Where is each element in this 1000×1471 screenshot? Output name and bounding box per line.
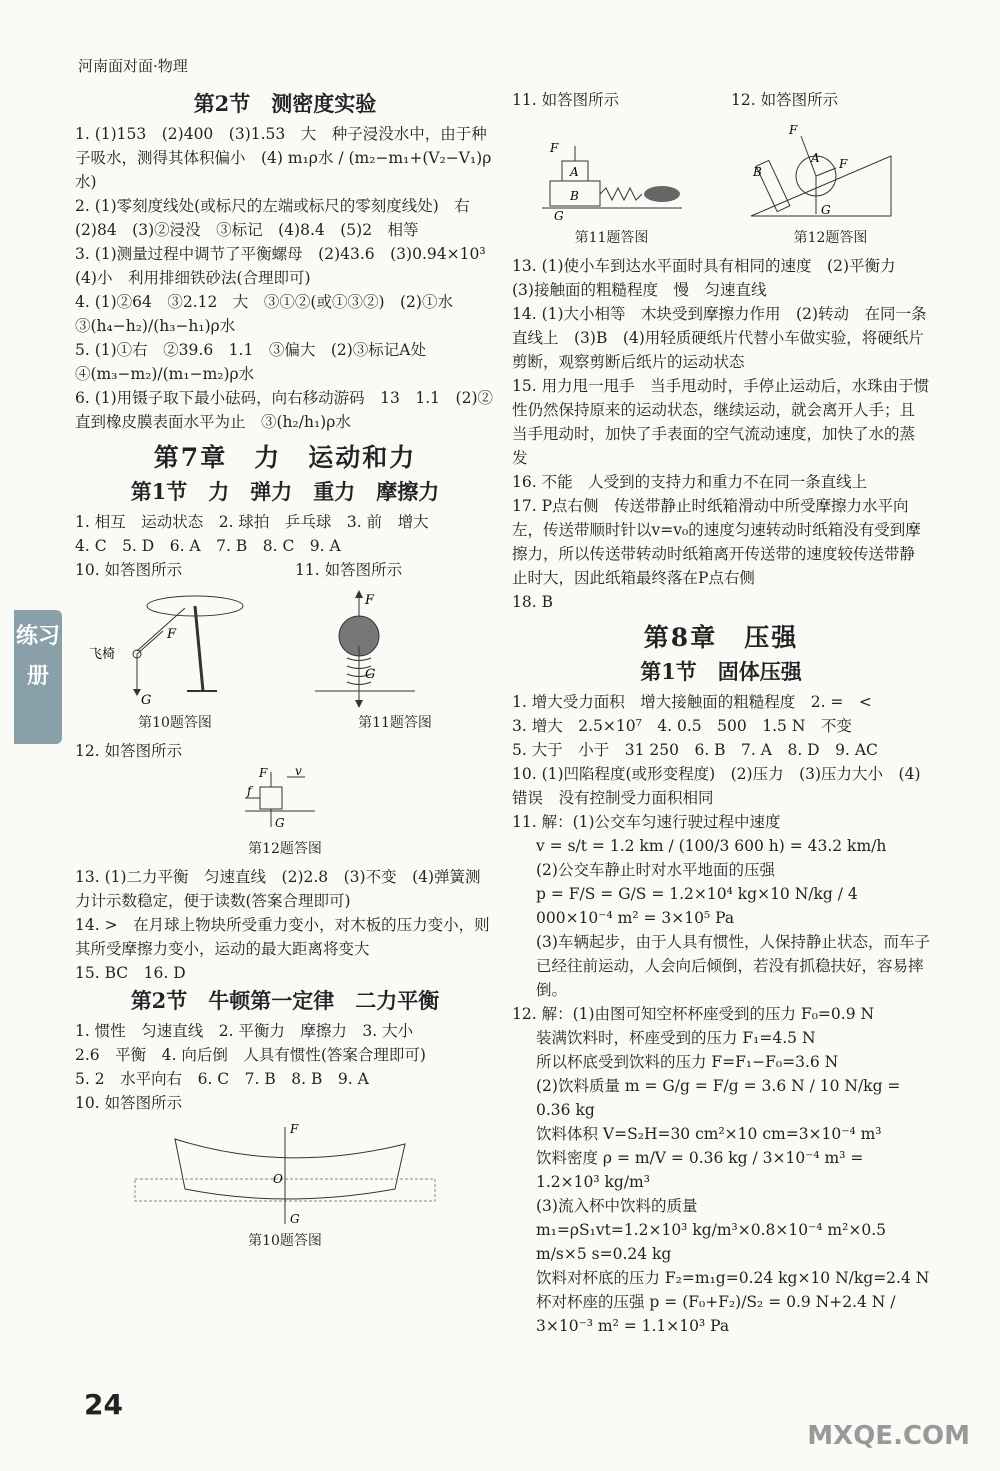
answer-line: 10. 如答图所示 xyxy=(75,1094,183,1112)
incline-diagram xyxy=(731,116,921,226)
practice-tab: 练习册 xyxy=(14,610,62,744)
formula-line: 杯对杯座的压强 p = (F₀+F₂)/S₂ = 0.9 N+2.4 N / 3×10⁻³ m² = 1.1×10³ Pa xyxy=(536,1293,896,1335)
answer-line: 1. 相互 运动状态 2. 球拍 乒乓球 3. 前 增大 xyxy=(75,513,429,531)
formula-line: 饮料密度 ρ = m/V = 0.36 kg / 3×10⁻⁴ m³ = 1.2×10³ kg/m³ xyxy=(536,1149,864,1191)
answer-line: 11. 如答图所示 xyxy=(295,561,403,579)
swing-diagram xyxy=(75,586,265,711)
figure-ball-spring xyxy=(295,586,495,735)
answer-line: 16. 不能 人受到的支持力和重力不在同一条直线上 xyxy=(512,473,868,491)
svg-text:v: v xyxy=(295,767,302,778)
chapter-title: 第7章 力 运动和力 xyxy=(153,443,417,472)
svg-text:F: F xyxy=(789,123,798,137)
figure-swing xyxy=(75,586,275,735)
watermark: MXQE.COM xyxy=(807,1421,970,1451)
answer-line: 14. (1)大小相等 木块受到摩擦力作用 (2)转动 在同一条直线上 (3)B (4)用轻质硬纸片代替小车做实验，将硬纸片剪断，观察剪断后纸片的运动状态 xyxy=(512,305,927,371)
answer-line: (3)流入杯中饮料的质量 xyxy=(536,1197,698,1215)
answer-line: 5. 大于 小于 31 250 6. B 7. A 8. D 9. AC xyxy=(512,741,878,759)
answer-line: 3. 增大 2.5×10⁷ 4. 0.5 500 1.5 N 不变 xyxy=(512,717,852,735)
answer-line: 15. 用力甩一甩手 当手甩动时，手停止运动后，水珠由于惯性仍然保持原来的运动状态，继续运动，就会离开人手；且当手甩动时，加快了手表面的空气流动速度，加快了水的蒸发 xyxy=(512,377,930,467)
svg-text:F: F xyxy=(167,627,177,642)
svg-text:G: G xyxy=(275,816,285,830)
answer-line: 12. 解：(1)由图可知空杯杯座受到的压力 F₀=0.9 N xyxy=(512,1005,875,1023)
answer-line: 10. (1)凹陷程度(或形变程度) (2)压力 (3)压力大小 (4)错误 没有控制受力面积相同 xyxy=(512,765,921,807)
svg-text:G: G xyxy=(365,667,376,682)
answer-line: 13. (1)使小车到达水平面时具有相同的速度 (2)平衡力 (3)接触面的粗糙程度 慢 匀速直线 xyxy=(512,257,912,299)
answer-line: 14. > 在月球上物块所受重力变小，对木板的压力变小，则其所受摩擦力变小，运动的最大距离将变大 xyxy=(75,916,490,958)
page-number: 24 xyxy=(84,1388,123,1421)
formula-line: p = F/S = G/S = 1.2×10⁴ kg×10 N/kg / 4 000×10⁻⁴ m² = 3×10⁵ Pa xyxy=(536,885,858,927)
answer-line: 1. 增大受力面积 增大接触面的粗糙程度 2. = < xyxy=(512,693,872,711)
answer-line: 装满饮料时，杯座受到的压力 F₁=4.5 N xyxy=(536,1029,816,1047)
answer-line: 12. 如答图所示 xyxy=(75,742,183,760)
answer-line: 11. 如答图所示 xyxy=(512,91,620,109)
figure-row xyxy=(75,558,495,739)
svg-text:F: F xyxy=(365,593,375,608)
svg-text:B: B xyxy=(753,165,762,179)
answer-line: 11. 解：(1)公交车匀速行驶过程中速度 xyxy=(512,813,781,831)
svg-text:G: G xyxy=(141,693,152,708)
formula-line: 饮料对杯底的压力 F₂=m₁g=0.24 kg×10 N/kg=2.4 N xyxy=(536,1269,930,1287)
figure-caption: 第11题答图 xyxy=(358,715,432,731)
figure-caption: 第10题答图 xyxy=(138,715,212,731)
answer-line: 5. (1)①右 ②39.6 1.1 ③偏大 (2)③标记A处 ④(m₃−m₂)/(m₁−m₂)ρ水 xyxy=(75,341,442,383)
answer-line: 17. P点右侧 传送带静止时纸箱滑动中所受摩擦力水平向左，传送带顺时针以v=v₀的速度匀速转动时纸箱没有受到摩擦力，所以传送带转动时纸箱离开传送带的速度较传送带静止时大，因此纸箱最终落在P点右侧 xyxy=(512,497,921,587)
answer-line: 5. 2 水平向右 6. C 7. B 8. B 9. A xyxy=(75,1070,369,1088)
svg-text:f: f xyxy=(247,784,252,798)
answer-line: (3)车辆起步，由于人具有惯性，人保持静止状态，而车子已经往前运动，人会向后倾倒，若没有抓稳扶好，容易摔倒。 xyxy=(536,933,930,999)
formula-line: v = s/t = 1.2 km / (100/3 600 h) = 43.2 km/h xyxy=(536,837,887,855)
answer-line: (2)公交车静止时对水平地面的压强 xyxy=(536,861,775,879)
formula-line: (2)饮料质量 m = G/g = F/g = 3.6 N / 10 N/kg = 0.36 kg xyxy=(536,1077,901,1119)
formula-line: 饮料体积 V=S₂H=30 cm²×10 cm=3×10⁻⁴ m³ xyxy=(536,1125,882,1143)
figure-block xyxy=(75,767,495,861)
svg-text:F: F xyxy=(550,141,559,155)
svg-text:A: A xyxy=(570,165,579,179)
answer-line: 12. 如答图所示 xyxy=(731,91,839,109)
svg-text:F: F xyxy=(839,157,848,171)
section-title: 第1节 固体压强 xyxy=(640,659,802,684)
svg-text:G: G xyxy=(821,203,831,217)
blocks-spring-diagram xyxy=(512,116,702,226)
answer-line: 6. (1)用镊子取下最小砝码，向右移动游码 13 1.1 (2)②直到橡皮膜表面水平为止 ③(h₂/h₁)ρ水 xyxy=(75,389,494,431)
ball-spring-diagram xyxy=(295,586,485,711)
swing-label: 飞椅 xyxy=(89,647,116,662)
answer-line: 3. (1)测量过程中调节了平衡螺母 (2)43.6 (3)0.94×10³ (4)小 利用排细铁砂法(合理即可) xyxy=(75,245,502,287)
left-column xyxy=(75,88,502,1257)
answer-line: 18. B xyxy=(512,593,553,611)
header-title: 河南面对面·物理 xyxy=(78,57,188,75)
boat-diagram xyxy=(75,1119,495,1229)
figure-incline xyxy=(731,116,930,250)
answer-line: 2.6 平衡 4. 向后倒 人具有惯性(答案合理即可) xyxy=(75,1046,426,1064)
section-title: 第2节 牛顿第一定律 二力平衡 xyxy=(130,988,440,1013)
answer-line: 13. (1)二力平衡 匀速直线 (2)2.8 (3)不变 (4)弹簧测力计示数稳定，便于读数(答案合理即可) xyxy=(75,868,481,910)
svg-text:B: B xyxy=(570,189,579,203)
svg-text:A: A xyxy=(811,151,820,165)
answer-line: 4. (1)②64 ③2.12 大 ③①②(或①③②) (2)①水 ③(h₄−h₂)/(h₃−h₁)ρ水 xyxy=(75,293,469,335)
figure-caption: 第11题答图 xyxy=(574,230,649,246)
answer-line: 15. BC 16. D xyxy=(75,964,186,982)
svg-text:F: F xyxy=(259,767,268,780)
answer-line: 所以杯底受到饮料的压力 F=F₁−F₀=3.6 N xyxy=(536,1053,839,1071)
answer-line: 4. C 5. D 6. A 7. B 8. C 9. A xyxy=(75,537,341,555)
figure-blocks-spring xyxy=(512,116,711,250)
svg-text:G: G xyxy=(290,1212,300,1226)
figure-caption: 第12题答图 xyxy=(248,841,322,857)
chapter-title: 第8章 压强 xyxy=(643,623,799,652)
answer-line: 1. 惯性 匀速直线 2. 平衡力 摩擦力 3. 大小 xyxy=(75,1022,414,1040)
section-title: 第2节 测密度实验 xyxy=(193,91,377,116)
figure-caption: 第10题答图 xyxy=(248,1233,322,1249)
answer-line: 2. (1)零刻度线处(或标尺的左端或标尺的零刻度线处) 右 (2)84 (3)②浸没 ③标记 (4)8.4 (5)2 相等 xyxy=(75,197,486,239)
answer-line: 1. (1)153 (2)400 (3)1.53 大 种子浸没水中，由于种子吸水，测得其体积偏小 (4) m₁ρ水 / (m₂−m₁+(V₂−V₁)ρ水) xyxy=(75,125,492,191)
figure-caption: 第12题答图 xyxy=(793,230,868,246)
figure-row xyxy=(512,88,930,254)
svg-text:F: F xyxy=(290,1122,299,1136)
svg-text:G: G xyxy=(554,209,564,223)
right-column xyxy=(512,88,930,1338)
svg-text:O: O xyxy=(273,1172,283,1186)
section-title: 第1节 力 弹力 重力 摩擦力 xyxy=(130,479,440,504)
block-diagram xyxy=(75,767,495,837)
answer-line: 10. 如答图所示 xyxy=(75,561,183,579)
figure-boat xyxy=(75,1119,495,1253)
formula-line: m₁=ρS₁vt=1.2×10³ kg/m³×0.8×10⁻⁴ m²×0.5 m/s×5 s=0.24 kg xyxy=(536,1221,886,1263)
